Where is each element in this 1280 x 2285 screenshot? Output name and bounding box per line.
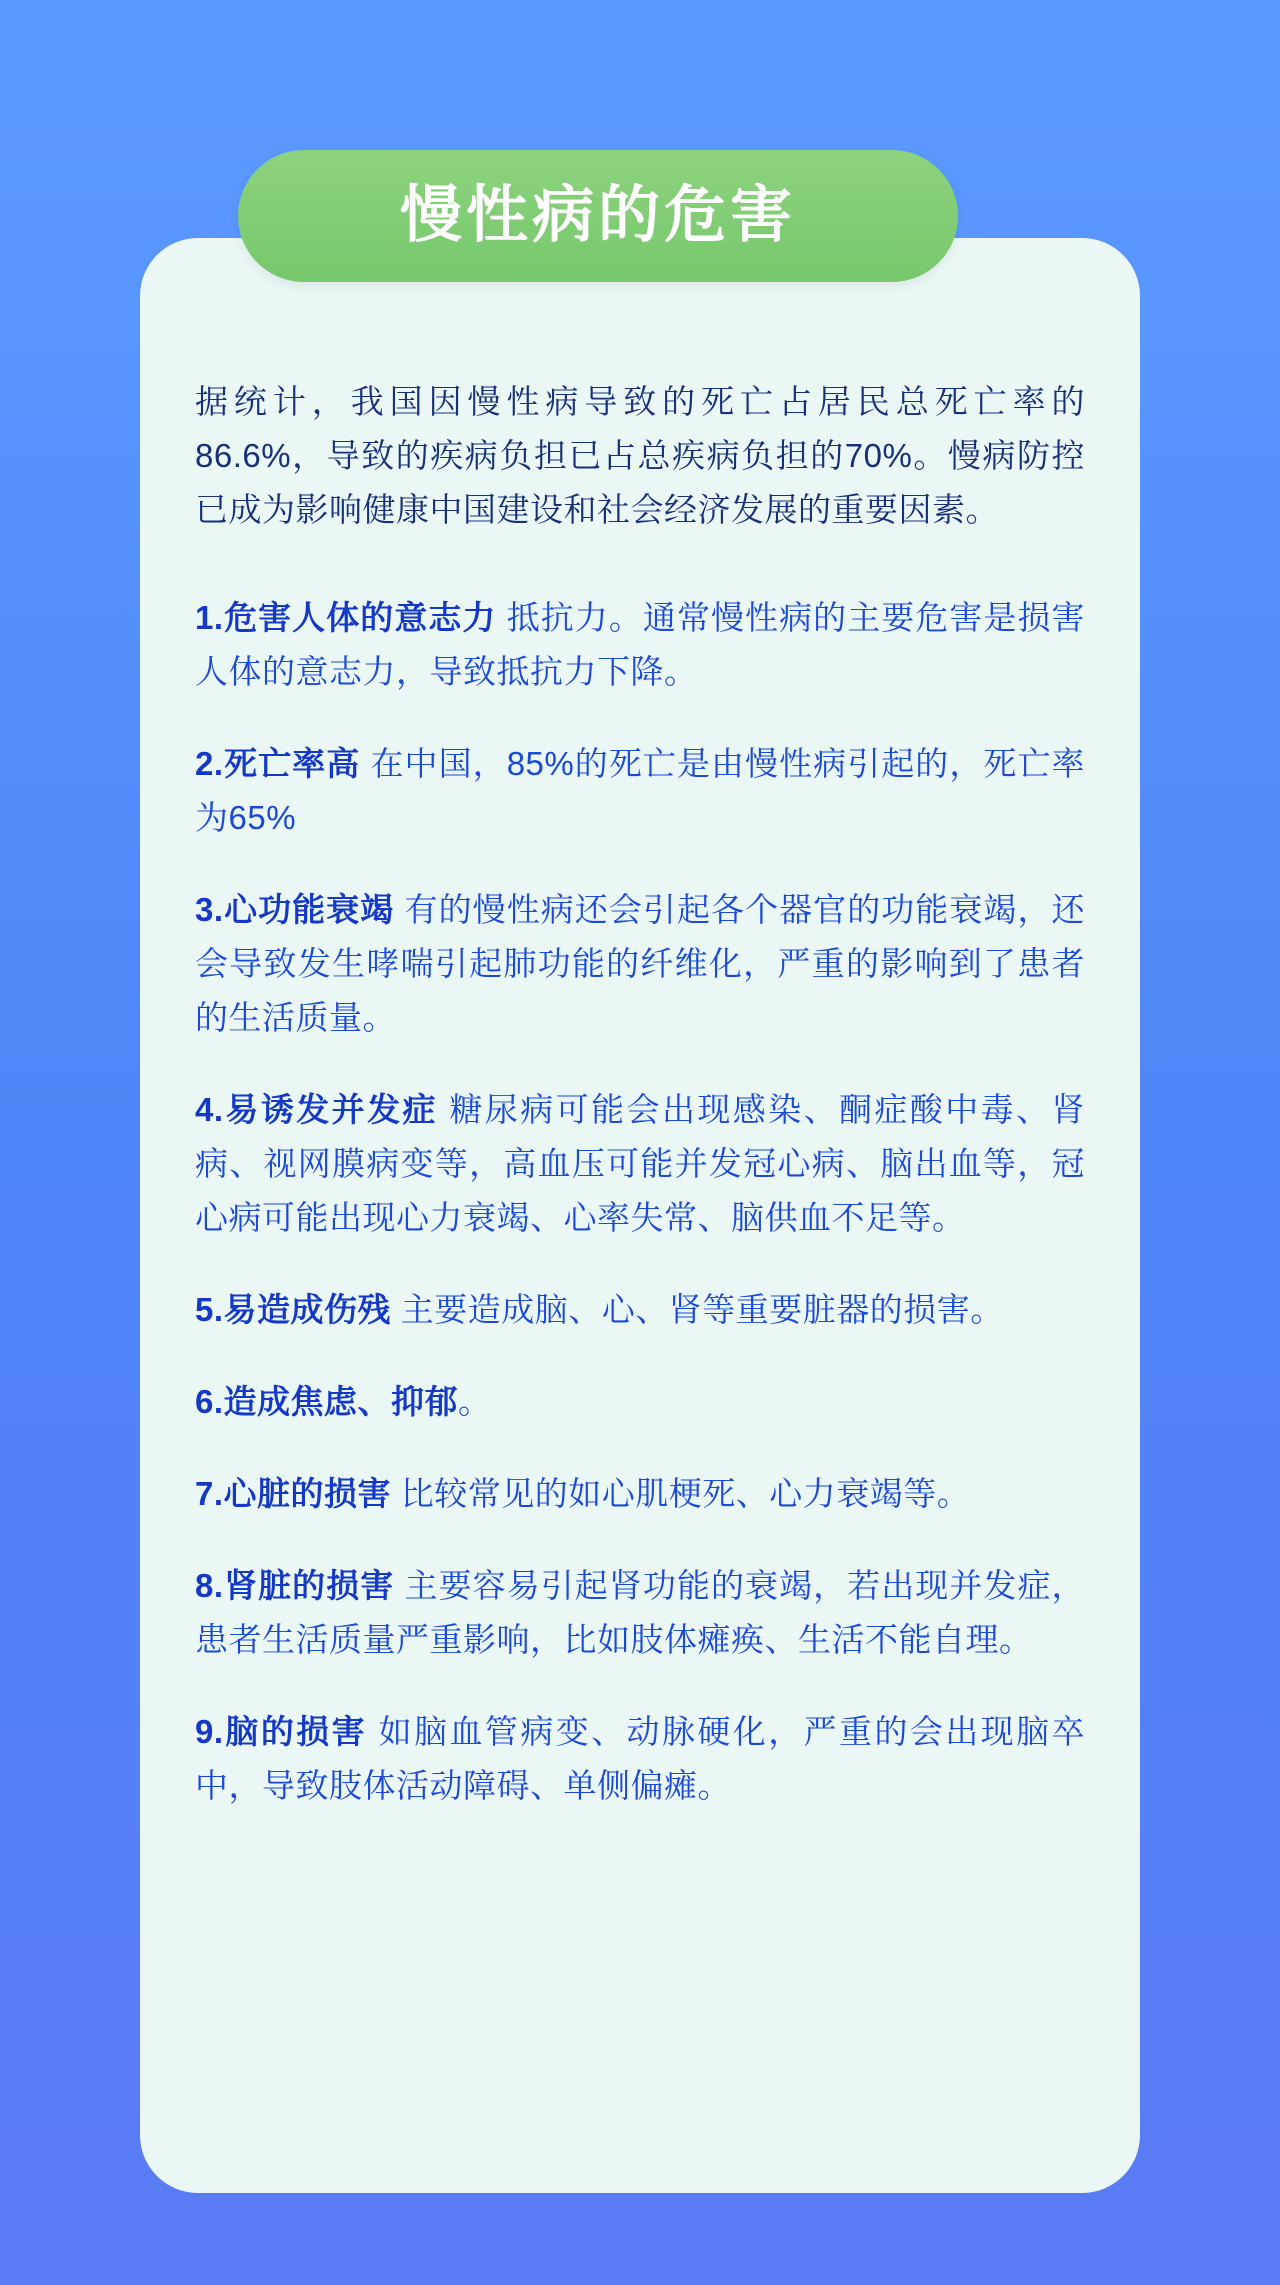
list-item [195,591,1085,699]
list-item-text: 抵抗力。通常慢性病的主要危害是损害人体的意志力，导致抵抗力下降。 [195,599,1086,690]
list-item [195,1705,1085,1813]
list-item-lead: 6.造成焦虑、抑郁 [195,1383,459,1420]
list-item-lead: 1.危害人体的意志力 [195,599,497,636]
list-item-text: 糖尿病可能会出现感染、酮症酸中毒、肾病、视网膜病变等，高血压可能并发冠心病、脑出血等，冠心病可能出现心力衰竭、心率失常、脑供血不足等。 [195,1091,1085,1236]
list-item [195,1559,1085,1667]
list-item-text: 主要容易引起肾功能的衰竭，若出现并发症，患者生活质量严重影响，比如肢体瘫痪、生活不能自理。 [195,1567,1085,1658]
list-item-text: 如脑血管病变、动脉硬化，严重的会出现脑卒中，导致肢体活动障碍、单侧偏瘫。 [195,1713,1085,1804]
list-item-text: 。 [458,1383,492,1420]
list-item-lead: 2.死亡率高 [195,745,361,782]
list-item-text: 在中国，85%的死亡是由慢性病引起的，死亡率为65% [195,745,1085,836]
list-item-lead: 9.脑的损害 [195,1713,368,1750]
list-item-lead: 5.易造成伤残 [195,1291,392,1328]
list-item [195,1083,1085,1245]
list-item-lead: 8.肾脏的损害 [195,1567,395,1604]
list-item-lead: 4.易诱发并发症 [195,1091,438,1128]
list-item [195,737,1085,845]
list-item [195,1467,1085,1521]
title-banner [238,150,958,282]
article-body [195,375,1085,1813]
list-item-lead: 3.心功能衰竭 [195,891,395,928]
list-item [195,883,1085,1045]
list-item [195,1375,1085,1429]
intro-paragraph: 据统计，我国因慢性病导致的死亡占居民总死亡率的86.6%，导致的疾病负担已占总疾病负担的70%。慢病防控已成为影响健康中国建设和社会经济发展的重要因素。 [195,383,1085,528]
list-item-lead: 7.心脏的损害 [195,1475,392,1512]
list-item [195,1283,1085,1337]
list-item-text: 主要造成脑、心、肾等重要脏器的损害。 [391,1291,1004,1328]
list-item-text: 有的慢性病还会引起各个器官的功能衰竭，还会导致发生哮喘引起肺功能的纤维化，严重的影响到了患者的生活质量。 [195,891,1085,1036]
page-title: 慢性病的危害 [399,181,796,250]
list-item-text: 比较常见的如心肌梗死、心力衰竭等。 [391,1475,971,1512]
